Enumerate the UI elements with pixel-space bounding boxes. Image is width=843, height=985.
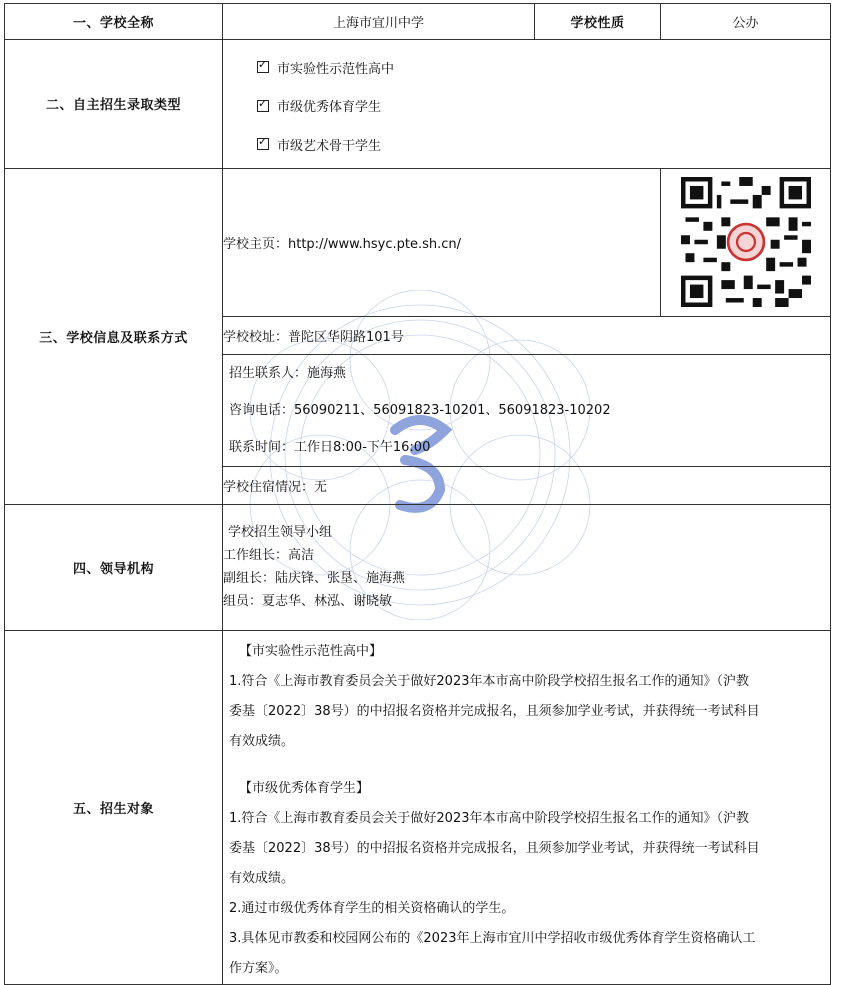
admission-type-text: 市级艺术骨干学生 <box>277 138 382 154</box>
homepage-text: 学校主页：http://www.hsyc.pte.sh.cn/ <box>223 168 661 316</box>
section-line: 2.通过市级优秀体育学生的相关资格确认的学生。 <box>229 900 515 916</box>
hours-text: 联系时间：工作日8:00-下午16:00 <box>229 439 431 455</box>
admission-type-item <box>257 87 830 126</box>
admission-type-text: 市实验性示范性高中 <box>277 61 395 77</box>
section-line: 有效成绩。 <box>229 733 295 749</box>
row-homepage <box>5 168 831 316</box>
qr-code-cell <box>661 168 831 316</box>
targets-label: 五、招生对象 <box>5 630 223 984</box>
checkbox-checked-icon <box>257 100 269 112</box>
school-nature-value: 公办 <box>661 4 831 40</box>
row-school-name <box>5 4 831 40</box>
contact-label: 三、学校信息及联系方式 <box>5 168 223 504</box>
leadership-label: 四、领导机构 <box>5 504 223 630</box>
checkbox-checked-icon <box>257 61 269 73</box>
section-line: 1.符合《上海市教育委员会关于做好2023年本市高中阶段学校招生报名工作的通知》（沪教 <box>229 673 749 689</box>
section-line: 作方案》。 <box>229 960 288 976</box>
section-title: 【市实验性示范性高中】 <box>239 643 383 659</box>
admission-form-table <box>4 3 831 985</box>
leadership-line: 组员：夏志华、林泓、谢晓敏 <box>223 594 393 609</box>
admission-type-item <box>257 125 830 164</box>
row-leadership <box>5 504 831 630</box>
leadership-line: 副组长：陆庆锋、张垦、施海燕 <box>223 571 406 586</box>
row-targets <box>5 630 831 984</box>
school-name-label: 一、学校全称 <box>5 4 223 40</box>
checkbox-checked-icon <box>257 138 269 150</box>
admission-types-cell <box>223 40 831 169</box>
admission-types-label: 二、自主招生录取类型 <box>5 40 223 169</box>
section-title: 【市级优秀体育学生】 <box>239 780 370 796</box>
section-line: 委基〔2022〕38号）的中招报名资格并完成报名，且须参加学业考试，并获得统一考试科目 <box>229 840 760 856</box>
admission-type-item <box>257 48 830 87</box>
section-line: 有效成绩。 <box>229 870 295 886</box>
contact-details-cell <box>223 354 831 466</box>
targets-cell <box>223 630 831 984</box>
contact-person-text: 招生联系人：施海燕 <box>229 365 347 381</box>
leadership-line: 学校招生领导小组 <box>228 525 333 540</box>
accommodation-text: 学校住宿情况：无 <box>223 466 831 504</box>
section-line: 委基〔2022〕38号）的中招报名资格并完成报名，且须参加学业考试，并获得统一考试科目 <box>229 703 760 719</box>
section-line: 3.具体见市教委和校园网公布的《2023年上海市宜川中学招收市级优秀体育学生资格确认工 <box>229 930 756 946</box>
qr-code-icon <box>681 177 811 307</box>
school-name-value: 上海市宜川中学 <box>223 4 535 40</box>
leadership-cell <box>223 504 831 630</box>
address-text: 学校校址：普陀区华阴路101号 <box>223 316 831 354</box>
school-nature-label: 学校性质 <box>535 4 661 40</box>
section-line: 1.符合《上海市教育委员会关于做好2023年本市高中阶段学校招生报名工作的通知》（沪教 <box>229 810 749 826</box>
phone-text: 咨询电话：56090211、56091823-10201、56091823-10202 <box>229 402 611 418</box>
admission-type-text: 市级优秀体育学生 <box>277 100 382 116</box>
leadership-line: 工作组长：高洁 <box>223 548 315 563</box>
row-admission-types <box>5 40 831 169</box>
